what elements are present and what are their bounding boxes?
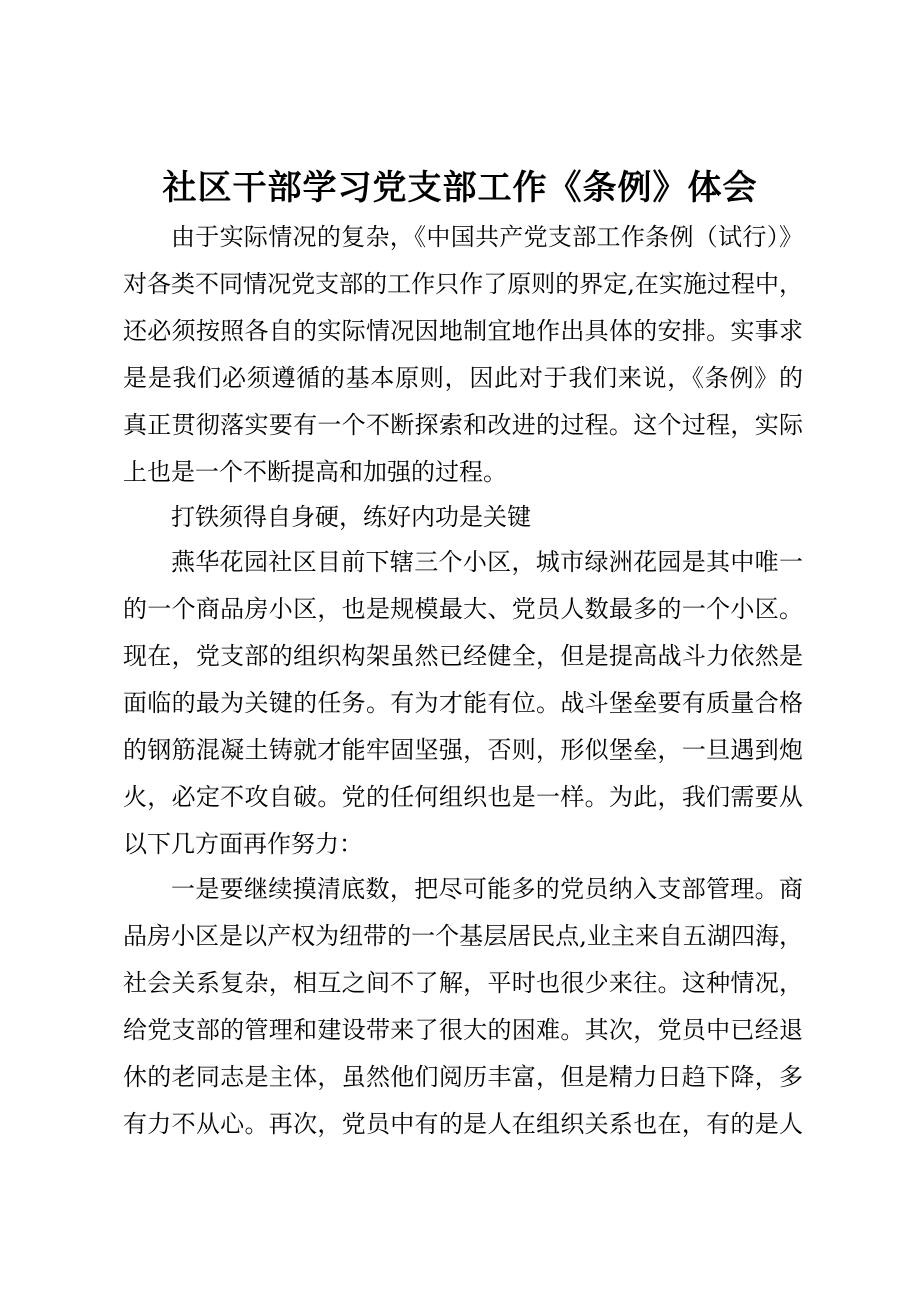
paragraph-line: 对各类不同情况党支部的工作只作了原则的界定,在实施过程中， [123, 270, 803, 298]
paragraph-line: 休的老同志是主体，虽然他们阅历丰富，但是精力日趋下降，多 [123, 1063, 803, 1091]
paragraph-line: 一是要继续摸清底数，把尽可能多的党员纳入支部管理。商 [171, 875, 803, 903]
paragraph-line: 社会关系复杂，相互之间不了解，平时也很少来往。这种情况， [123, 969, 803, 997]
document-title: 社区干部学习党支部工作《条例》体会 [162, 168, 758, 208]
paragraph-line: 燕华花园社区目前下辖三个小区，城市绿洲花园是其中唯一 [171, 548, 803, 576]
paragraph-line: 的钢筋混凝土铸就才能牢固坚强，否则，形似堡垒，一旦遇到炮 [123, 736, 803, 764]
paragraph-line: 上也是一个不断提高和加强的过程。 [123, 458, 507, 486]
paragraph-line: 以下几方面再作努力： [123, 830, 363, 858]
paragraph-line: 给党支部的管理和建设带来了很大的困难。其次，党员中已经退 [123, 1016, 803, 1044]
paragraph-line: 是是我们必须遵循的基本原则，因此对于我们来说，《条例》的 [123, 364, 803, 392]
section-heading: 打铁须得自身硬，练好内功是关键 [171, 503, 531, 531]
paragraph-line: 真正贯彻落实要有一个不断探索和改进的过程。这个过程，实际 [123, 411, 803, 439]
paragraph-line: 还必须按照各自的实际情况因地制宜地作出具体的安排。实事求 [123, 317, 803, 345]
paragraph-line: 由于实际情况的复杂，《中国共产党支部工作条例（试行）》 [171, 223, 803, 251]
paragraph-line: 现在，党支部的组织构架虽然已经健全，但是提高战斗力依然是 [123, 642, 803, 670]
paragraph-line: 品房小区是以产权为纽带的一个基层居民点,业主来自五湖四海， [123, 922, 803, 950]
paragraph-line: 火，必定不攻自破。党的任何组织也是一样。为此，我们需要从 [123, 783, 803, 811]
paragraph-line: 面临的最为关键的任务。有为才能有位。战斗堡垒要有质量合格 [123, 689, 803, 717]
paragraph-line: 的一个商品房小区，也是规模最大、党员人数最多的一个小区。 [123, 595, 803, 623]
paragraph-line: 有力不从心。再次，党员中有的是人在组织关系也在，有的是人 [123, 1110, 803, 1138]
